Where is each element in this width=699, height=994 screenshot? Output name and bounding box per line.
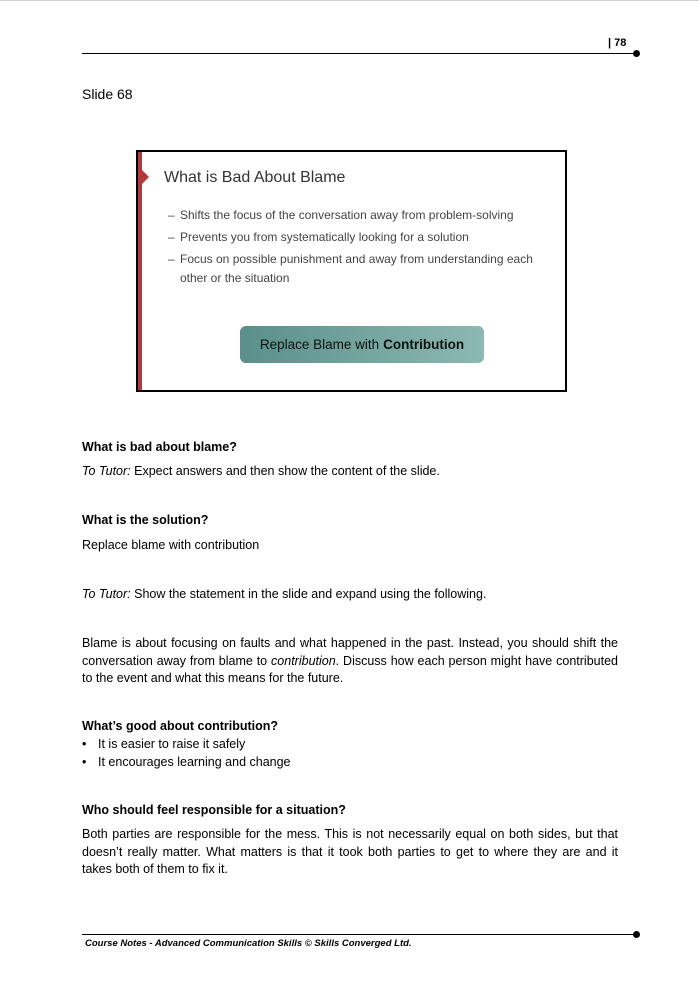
question-good-contribution: What’s good about contribution? xyxy=(82,719,279,733)
replace-blame-banner xyxy=(240,326,484,363)
paragraph-text: Blame is about focusing on faults and what happened in the past. Instead, you should shift the conversation away from blame to xyxy=(82,636,618,668)
tutor-note-1 xyxy=(82,463,618,481)
slide-bullet: – Prevents you from systematically looking for a solution xyxy=(168,228,538,247)
question-bad-about-blame: What is bad about blame? xyxy=(82,440,237,454)
contribution-bullet-list xyxy=(82,736,618,771)
slide-accent-bar xyxy=(138,152,142,390)
slide-label: Slide 68 xyxy=(82,86,133,102)
slide-accent-arrow xyxy=(142,170,149,184)
slide-thumbnail xyxy=(136,150,567,392)
top-border xyxy=(0,0,699,1)
tutor-label: To Tutor: xyxy=(82,464,131,478)
responsibility-paragraph: Both parties are responsible for the mess. This is not necessarily equal on both sides, but that doesn’t really matter. What matters is that it took both parties to get to where they are and it takes both of them to fix it. xyxy=(82,827,618,876)
tutor-text: Show the statement in the slide and expand using the following. xyxy=(130,587,487,601)
tutor-text: Expect answers and then show the content of the slide. xyxy=(130,464,440,478)
blame-paragraph xyxy=(82,635,618,688)
banner-prefix: Replace Blame with xyxy=(259,337,380,352)
slide-bullet: – Shifts the focus of the conversation away from problem-solving xyxy=(168,206,538,225)
list-item: • It encourages learning and change xyxy=(82,754,618,772)
slide-bullet-list xyxy=(168,206,538,291)
page-number: | 78 xyxy=(608,37,627,49)
footer-rule-dot xyxy=(633,931,640,938)
slide-title: What is Bad About Blame xyxy=(164,169,346,186)
paragraph-emphasis: contribution xyxy=(271,653,336,668)
header-rule xyxy=(82,53,636,54)
paragraph-text: . Discuss how each person might have contributed to the event and what this means for the future. xyxy=(82,653,618,685)
question-responsible: Who should feel responsible for a situation? xyxy=(82,803,346,817)
footer-text: Course Notes - Advanced Communication Skills © Skills Converged Ltd. xyxy=(85,938,412,949)
list-item: • It is easier to raise it safely xyxy=(82,736,618,754)
footer-rule xyxy=(82,934,636,935)
banner-bold-word: Contribution xyxy=(383,337,465,352)
answer-solution: Replace blame with contribution xyxy=(82,538,260,552)
question-solution: What is the solution? xyxy=(82,513,209,527)
tutor-note-2 xyxy=(82,586,618,604)
slide-bullet: – Focus on possible punishment and away from understanding each other or the situation xyxy=(168,250,538,288)
header-rule-dot xyxy=(633,50,640,57)
tutor-label: To Tutor: xyxy=(82,587,131,601)
